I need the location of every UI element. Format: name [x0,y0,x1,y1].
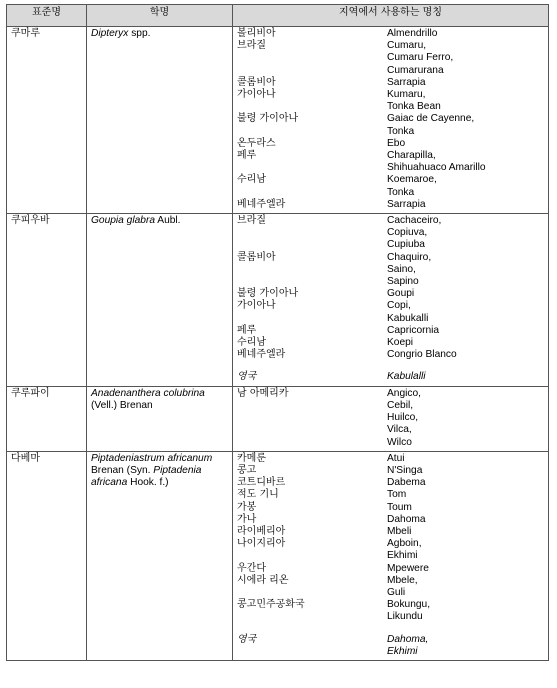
region-entry [237,40,544,77]
table-body [7,27,549,661]
local-names-cell [233,451,549,660]
local-name: Kabulalli [387,371,426,383]
local-name: Tonka [387,125,415,137]
local-name: Likundu [387,611,423,623]
header-scientific-name: 학명 [87,5,233,27]
region-entry [237,349,544,361]
local-name-list [387,77,544,89]
local-name-list [387,371,544,383]
local-name-list [387,89,544,113]
local-name: Copiuva, [387,227,428,239]
country-name: 우간다 [237,562,266,574]
standard-name-cell: 쿠마루 [7,27,87,214]
scientific-name-cell [87,27,233,214]
region-entry [237,465,544,477]
region-entry [237,337,544,349]
local-name: Ekhimi [387,645,418,657]
scientific-name-part: Hook. f.) [127,477,169,489]
table-row [7,451,549,660]
local-name-list [387,288,544,300]
table-row [7,386,549,451]
region-entry [237,28,544,40]
local-name-list [387,563,544,575]
local-name: Gaiac de Cayenne, [387,113,475,125]
country-name: 가이아나 [237,89,276,101]
header-standard-name: 표준명 [7,5,87,27]
local-name-list [387,489,544,501]
local-name: Wilco [387,436,412,448]
scientific-name-part: Anadenanthera colubrina [91,387,205,399]
country-name: 콩고민주공화국 [237,599,305,611]
local-name-list [387,325,544,337]
local-name: Tonka Bean [387,101,441,113]
local-name: Cumaru Ferro, [387,52,454,64]
country-name: 콩고 [237,464,257,476]
scientific-name-part: Goupia glabra [91,215,156,227]
region-entry [237,634,544,658]
local-name: Koepi [387,337,414,349]
country-name: 시에라 리온 [237,574,289,586]
country-name: 수리남 [237,174,266,186]
country-name: 불령 가이아나 [237,288,299,300]
scientific-name-part: Piptadenia africana [91,464,202,489]
region-entry [237,371,544,383]
region-entry [237,563,544,575]
local-name: Cumarurana [387,64,444,76]
local-name: Goupi [387,288,415,300]
header-row [7,5,549,27]
region-entry [237,215,544,252]
local-name-list [387,599,544,623]
region-entry [237,526,544,538]
local-name: Capricornia [387,324,440,336]
local-name-list [387,150,544,174]
scientific-name-cell [87,386,233,451]
local-name: Tom [387,489,407,501]
local-name-list [387,174,544,198]
local-name-list [387,215,544,252]
country-name: 콜롬비아 [237,76,276,88]
country-name: 베네주엘라 [237,349,286,361]
local-names-cell [233,386,549,451]
local-name: Charapilla, [387,150,436,162]
region-entry [237,575,544,599]
local-name: Chaquiro, [387,251,432,263]
country-name: 수리남 [237,337,266,349]
region-entry [237,199,544,211]
local-name: Congrio Blanco [387,349,457,361]
country-name: 온두라스 [237,137,276,149]
local-name: Kumaru, [387,89,426,101]
local-name: Almendrillo [387,28,438,39]
timber-names-table [6,4,549,661]
country-name: 코트디바르 [237,477,286,489]
local-name: Mbele, [387,574,418,586]
local-name-list [387,388,544,449]
local-name: Kabukalli [387,312,429,324]
local-name: Dahoma [387,513,426,525]
local-name-list [387,477,544,489]
local-name-list [387,526,544,538]
local-name-list [387,465,544,477]
local-name: Toum [387,501,412,513]
local-name-list [387,337,544,349]
region-entry [237,77,544,89]
scientific-name-part: Piptadeniastrum africanum [91,452,213,464]
local-name: Sarrapia [387,198,426,210]
local-name: Ebo [387,137,406,149]
local-name: Cachaceiro, [387,215,442,227]
local-name-list [387,252,544,289]
region-entry [237,514,544,526]
scientific-name-part: Dipteryx [91,28,129,39]
country-name: 남 아메리카 [237,387,289,399]
region-entry [237,252,544,289]
standard-name-cell: 다베마 [7,451,87,660]
spacer [237,624,544,634]
local-name-list [387,113,544,137]
scientific-name-part: Aubl. [155,215,181,227]
scientific-name-part: Brenan (Syn. [91,464,154,476]
country-name: 콜롬비아 [237,251,276,263]
local-name: Mpewere [387,562,429,574]
region-entry [237,477,544,489]
country-name: 가봉 [237,501,257,513]
local-name: Angico, [387,387,421,399]
local-name: Saino, [387,263,416,275]
country-name: 페루 [237,150,257,162]
local-name: Atui [387,452,405,464]
local-name-list [387,575,544,599]
local-name-list [387,300,544,324]
country-name: 브라질 [237,40,266,52]
region-entry [237,288,544,300]
standard-name-cell: 쿠피우바 [7,214,87,387]
table-header [7,5,549,27]
table-row [7,27,549,214]
local-name: N'Singa [387,464,423,476]
local-name-list [387,28,544,40]
local-name-list [387,349,544,361]
local-name-list [387,538,544,562]
country-name: 라이베리아 [237,525,286,537]
local-name: Vilca, [387,424,412,436]
local-names-cell [233,27,549,214]
country-name: 불령 가이아나 [237,113,299,125]
local-name: Cumaru, [387,40,427,52]
scientific-name-cell [87,451,233,660]
local-name: Tonka [387,186,415,198]
scientific-name-part: (Vell.) Brenan [91,399,153,411]
local-name: Huilco, [387,412,419,424]
region-entry [237,599,544,623]
local-name: Dabema [387,477,426,489]
region-entry [237,113,544,137]
country-name: 가나 [237,513,257,525]
country-name: 볼리비아 [237,28,276,39]
country-name: 브라질 [237,215,266,227]
local-name: Cebil, [387,399,414,411]
region-entry [237,489,544,501]
country-name: 적도 기니 [237,489,279,501]
table-row [7,214,549,387]
region-entry [237,502,544,514]
scientific-name-part: spp. [128,28,151,39]
local-name-list [387,453,544,465]
local-name-list [387,138,544,150]
country-name: 영국 [237,371,257,383]
spacer [237,361,544,371]
region-entry [237,453,544,465]
local-name: Shihuahuaco Amarillo [387,162,486,174]
country-name: 페루 [237,324,257,336]
local-name: Copi, [387,300,411,312]
local-name: Bokungu, [387,599,431,611]
local-name-list [387,502,544,514]
local-name-list [387,514,544,526]
region-entry [237,325,544,337]
local-name-list [387,634,544,658]
local-name: Dahoma, [387,633,429,645]
local-name: Koemaroe, [387,174,437,186]
country-name: 나이지리아 [237,538,286,550]
country-name: 가이아나 [237,300,276,312]
region-entry [237,150,544,174]
region-entry [237,538,544,562]
local-name: Agboin, [387,538,422,550]
country-name: 영국 [237,633,257,645]
region-entry [237,174,544,198]
region-entry [237,89,544,113]
local-name-list [387,199,544,211]
local-name: Mbeli [387,525,412,537]
local-name: Guli [387,586,406,598]
local-names-cell [233,214,549,387]
standard-name-cell: 쿠루파이 [7,386,87,451]
local-name: Sapino [387,276,419,288]
country-name: 카메룬 [237,452,266,464]
scientific-name-cell [87,214,233,387]
country-name: 베네주엘라 [237,198,286,210]
local-name-list [387,40,544,77]
local-name: Cupiuba [387,239,425,251]
local-name: Sarrapia [387,76,426,88]
region-entry [237,300,544,324]
header-local-names: 지역에서 사용하는 명칭 [233,5,549,27]
region-entry [237,388,544,449]
region-entry [237,138,544,150]
local-name: Ekhimi [387,550,418,562]
